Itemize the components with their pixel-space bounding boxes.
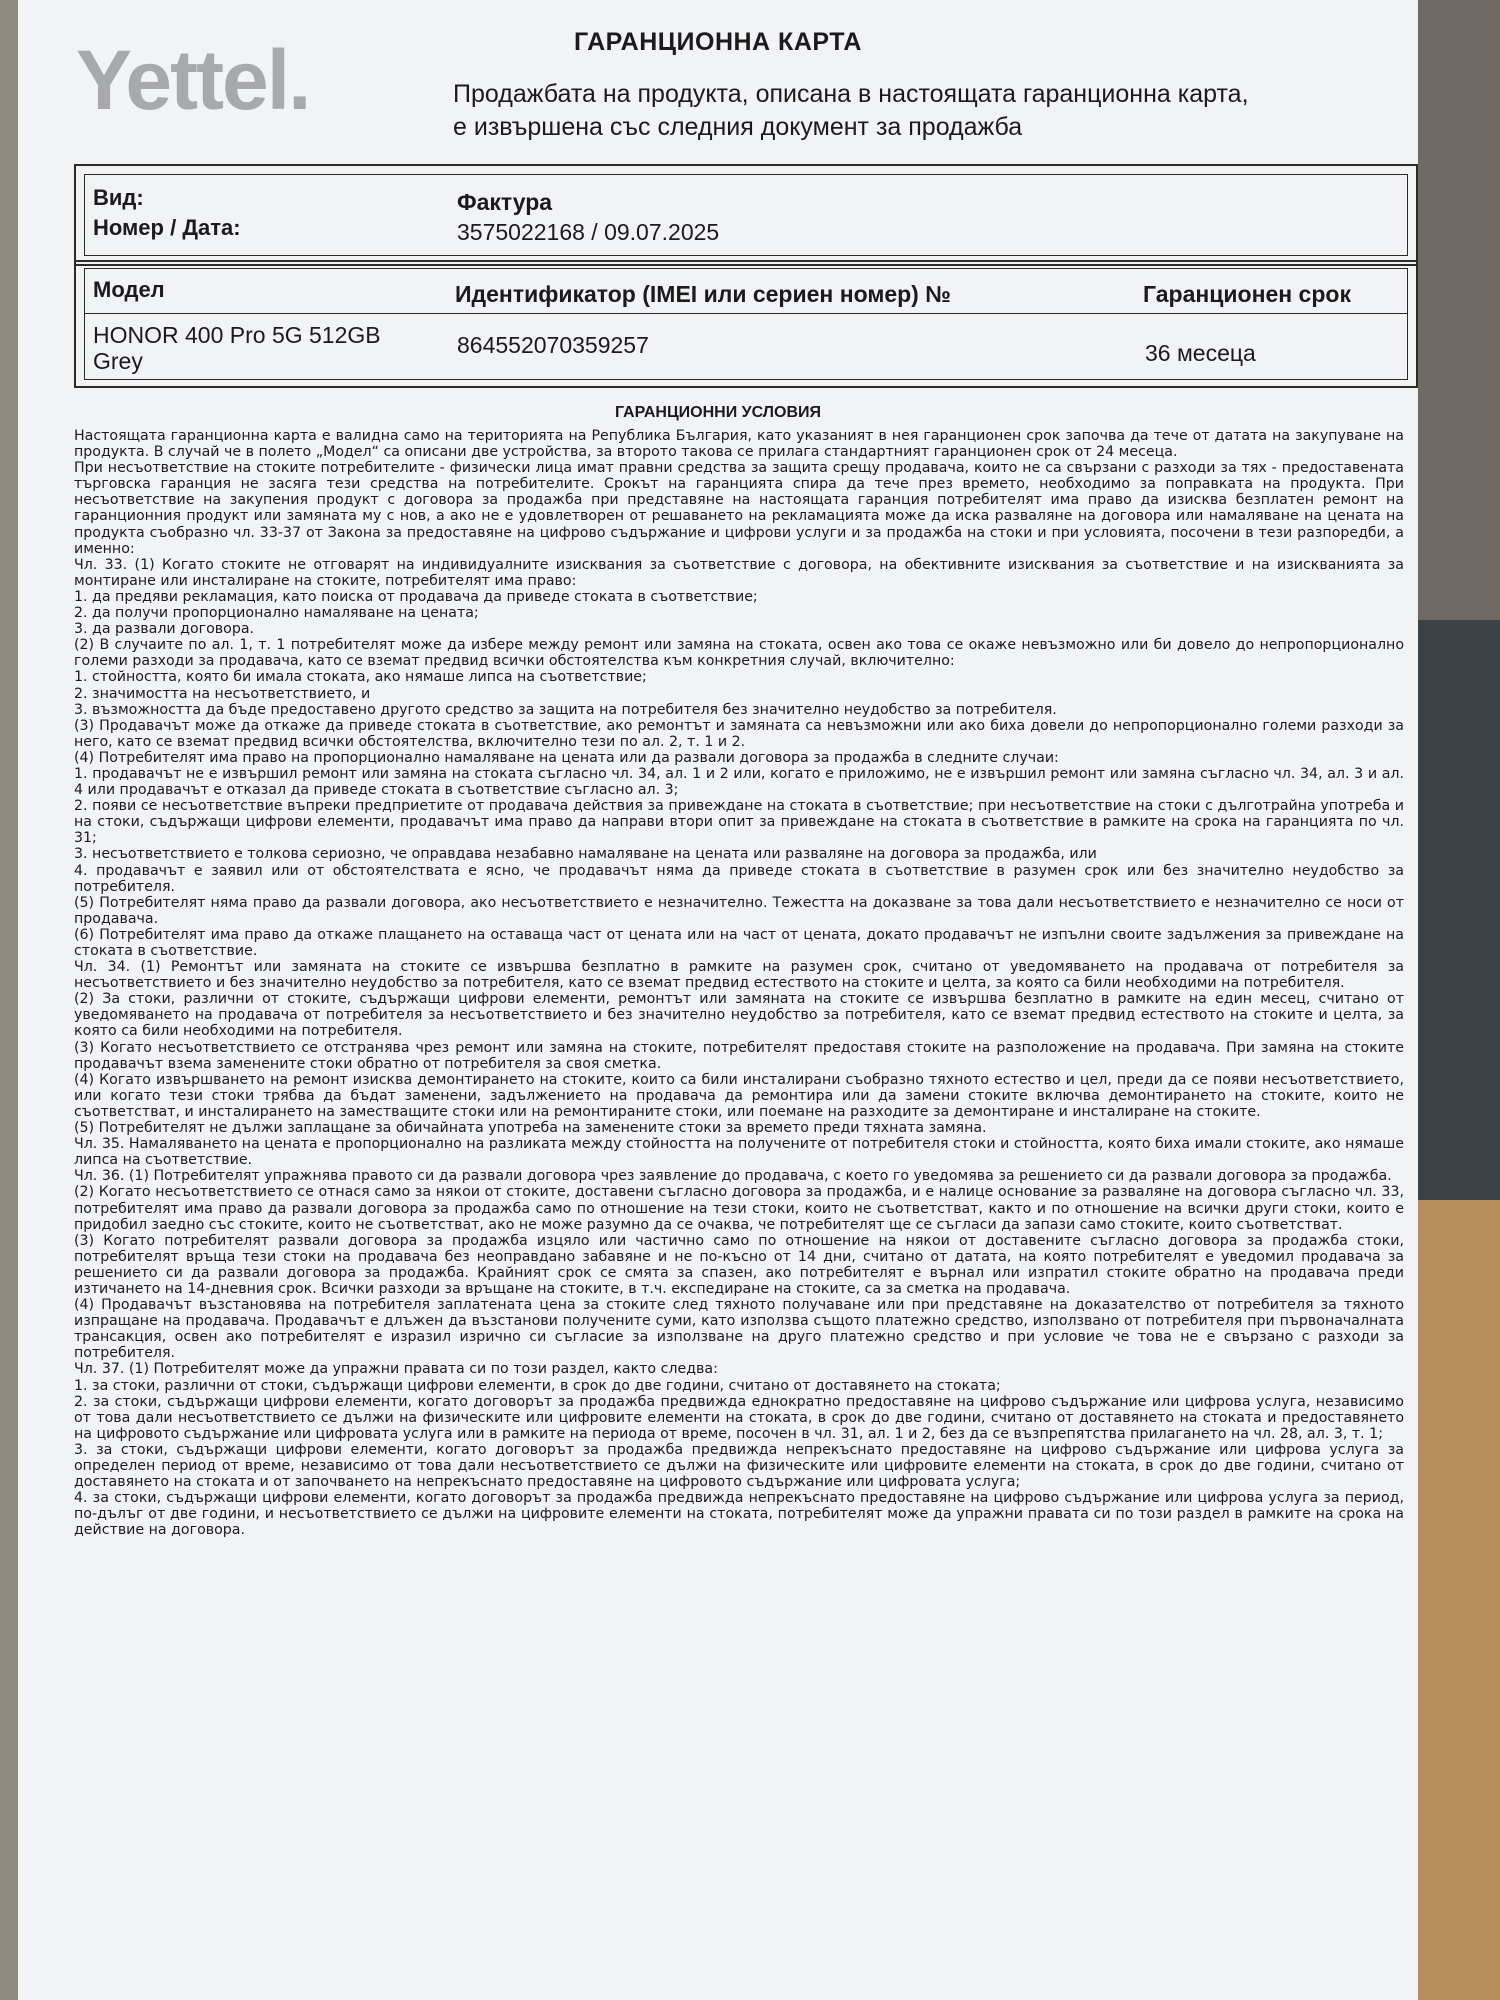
conditions-paragraph: (4) Продавачът възстановява на потребителя заплатената цена за стоките след тяхното получаване или при представяне на доказателство от потребителя за тяхното изпращане на продавача. Продавачът е длъжен да възстанови получените суми, като използва същото платежно средство, използвано от потребителя при първоначалната трансакция, освен ако потребителят е изразил изрично си съгласие за използване на друго платежно средство и при условие че това не е свързано с разходи за потребителя.	[74, 1297, 1404, 1362]
product-header-row	[84, 268, 1408, 314]
conditions-paragraph: 2. за стоки, съдържащи цифрови елементи, когато договорът за продажба предвижда еднократно предоставяне на цифрово съдържание или цифрова услуга, независимо от това дали несъответствието се дължи на физическите или цифровите елементи на стоката, в срок до две години, считано от доставянето на стоката и предоставянето на цифровото съдържание или цифровата услуга или в рамките на периода от време, посочен в чл. 31, ал. 1 и 2, без да се възпрепятства прилагането на чл. 28, ал. 3, т. 1;	[74, 1393, 1404, 1442]
subtitle-line-1: Продажбата на продукта, описана в настоящата гаранционна карта,	[453, 80, 1249, 108]
conditions-paragraph: 2. появи се несъответствие въпреки предприетите от продавача действия за привеждане на стоката в съответствие; при несъответствие на стоки с дълготрайна употреба и на стоки, съдържащи цифрови елементи, продавачът има право да направи втори опит за привеждане на стоката в съответствие в рамките на срока на гаранцията по чл. 31;	[74, 798, 1404, 847]
conditions-paragraph: 4. за стоки, съдържащи цифрови елементи, когато договорът за продажба предвижда непрекъснато предоставяне на цифрово съдържание или цифрова услуга за период, по-дълъг от две години, и несъответствието се дължи на цифровите елементи на стоката, потребителят може да упражни правата си по този раздел в рамките на срока на действие на договора.	[74, 1490, 1404, 1539]
identifier-value: 864552070359257	[457, 332, 649, 358]
conditions-paragraph: Настоящата гаранционна карта е валидна само на територията на Република България, като указаният в нея гаранционен срок започва да тече от датата на закупуване на продукта. В случай че в полето „Модел“ са описани две устройства, за второто такова се прилага стандартният гаранционен срок от 24 месеца.	[74, 428, 1404, 461]
document-title: ГАРАНЦИОННА КАРТА	[574, 28, 862, 56]
conditions-paragraph: (5) Потребителят не дължи заплащане за обичайната употреба на заменените стоки за времето преди тяхната замяна.	[74, 1120, 987, 1137]
sale-document-box	[74, 164, 1418, 266]
conditions-paragraph: (3) Когато потребителят развали договора за продажба изцяло или частично само по отношение на някои от доставените съгласно договора за продажба стоки, потребителят връща тези стоки на продавача без неоправдано забавяне и не по-късно от 14 дни, считано от датата, на която потребителят е уведомил продавача за решението си да развали договора за продажба. Крайният срок се смята за спазен, ако потребителят е върнал или изпратил стоките обратно на продавача преди изтичането на 14-дневния срок. Всички разходи за връщане на стоките, в т.ч. експедиране на стоките, са за сметка на продавача.	[74, 1232, 1404, 1297]
conditions-paragraph: 1. продавачът не е извършил ремонт или замяна на стоката съгласно чл. 34, ал. 1 и 2 или, когато е приложимо, не е извършил ремонт или замяна съгласно чл. 34, ал. 3 и ал. 4 или продавачът е отказал да приведе стоката в съответствие съгласно ал. 3;	[74, 765, 1404, 799]
wood-surface	[1410, 1200, 1500, 2000]
model-value-line-1: HONOR 400 Pro 5G 512GB	[93, 322, 381, 348]
type-label: Вид:	[93, 185, 144, 210]
conditions-paragraph: (4) Потребителят има право на пропорционално намаляване на цената или да развали договора за продажба в следните случаи:	[74, 749, 1059, 766]
conditions-paragraph: (2) В случаите по ал. 1, т. 1 потребителят може да избере между ремонт или замяна на стоката, освен ако това се окаже невъзможно или би довело до непропорционално големи разходи за продавача, като се вземат предвид всички обстоятелства към конкретния случай, включително:	[74, 637, 1404, 670]
laptop-edge	[1405, 620, 1500, 1220]
conditions-paragraph: 1. да предяви рекламация, като поиска от продавача да приведе стоката в съответствие;	[74, 588, 758, 605]
conditions-paragraph: 3. несъответствието е толкова сериозно, че оправдава незабавно намаляване на цената или разваляне на договора за продажба, или	[74, 846, 1097, 863]
conditions-paragraph: (6) Потребителят има право да откаже плащането на оставаща част от цената или на част от цената, докато продавачът не изпълни своите задължения за привеждане на стоката в съответствие.	[74, 926, 1404, 959]
identifier-header: Идентификатор (IMEI или сериен номер) №	[455, 281, 951, 307]
subtitle-line-2: е извършена със следния документ за продажба	[453, 113, 1023, 141]
conditions-paragraph: 3. възможността да бъде предоставено другото средство за защита на потребителя без значително неудобство за потребителя.	[74, 701, 1057, 718]
conditions-paragraph: Чл. 37. (1) Потребителят може да упражни правата си по този раздел, както следва:	[74, 1361, 718, 1378]
conditions-paragraph: 1. за стоки, различни от стоки, съдържащи цифрови елементи, в срок до две години, считано от доставянето на стоката;	[74, 1377, 1001, 1394]
conditions-title: ГАРАНЦИОННИ УСЛОВИЯ	[614, 404, 821, 421]
conditions-paragraph: 2. да получи пропорционално намаляване на цената;	[74, 605, 479, 622]
model-value-line-2: Grey	[93, 348, 143, 374]
yettel-logo: Yettel.	[76, 33, 310, 127]
conditions-paragraph: Чл. 33. (1) Когато стоките не отговарят на индивидуалните изисквания за съответствие с договора, на обективните изисквания за съответствие и на изискванията за монтиране или инсталиране на стоките, потребителят има право:	[74, 556, 1404, 589]
conditions-paragraph: Чл. 36. (1) Потребителят упражнява правото си да развали договора чрез заявление до продавача, с което го уведомява за решението си да развали договора за продажба.	[74, 1168, 1392, 1185]
model-header: Модел	[93, 277, 165, 302]
conditions-paragraph: (5) Потребителят няма право да развали договора, ако несъответствието е незначително. Тежестта на доказване за това дали несъответствието е незначително се носи от продавача.	[74, 894, 1404, 927]
number-date-label: Номер / Дата:	[93, 215, 241, 240]
conditions-paragraph: (4) Когато извършването на ремонт изисква демонтирането на стоките, които са били инсталирани съобразно тяхното естество и цел, преди да се появи несъответствието, или когато тези стоки трябва да бъдат заменени, задължението на продавача да ремонтира или да замени стоките включва демонтирането на стоките, които не съответстват, и инсталирането на заместващите стоки или на ремонтираните стоки, или поемане на разходите за демонтиране и инсталиране на стоките.	[74, 1071, 1404, 1120]
product-value-row	[84, 312, 1408, 380]
conditions-paragraph: (3) Когато несъответствието се отстранява чрез ремонт или замяна на стоките, потребителят предоставя стоките на разположение на продавача. При замяна на стоките продавачът взема заменените стоки обратно от потребителя за своя сметка.	[74, 1039, 1404, 1072]
warranty-header: Гаранционен срок	[1143, 281, 1351, 307]
conditions-paragraph: 4. продавачът е заявил или от обстоятелствата е ясно, че продавачът няма да приведе стоката в съответствие в разумен срок или без значително неудобство за потребителя.	[74, 862, 1404, 895]
conditions-paragraph: (3) Продавачът може да откаже да приведе стоката в съответствие, ако ремонтът и замяната са невъзможни или ако биха довели до непропорционално големи разходи за него, като се вземат предвид всички обстоятелства, включително тези по ал. 2, т. 1 и 2.	[74, 717, 1404, 750]
number-date-value: 3575022168 / 09.07.2025	[457, 219, 720, 245]
model-value	[93, 322, 381, 374]
conditions-paragraph: (2) Когато несъответствието се отнася само за някои от стоките, доставени съгласно договора за продажба, и е налице основание за разваляне на договора съгласно чл. 33, потребителят има право да развали договора за продажба само по отношение на тези стоки, които не съответстват, както и по отношение на всички други стоки, които е придобил заедно със стоките, които не съответстват, ако не може разумно да се очаква, че потребителят ще се съгласи да запази само стоките, които съответстват.	[74, 1184, 1404, 1233]
product-box	[74, 260, 1418, 388]
conditions-paragraph: 2. значимостта на несъответствието, и	[74, 685, 371, 702]
conditions-paragraph: (2) За стоки, различни от стоките, съдържащи цифрови елементи, ремонтът или замяната на стоките се извършва безплатно в рамките на един месец, считано от уведомяването на продавача от потребителя за несъответствието и без значително неудобство за потребителя, като се вземат предвид естеството на стоките и целта, за която са били необходими на потребителя.	[74, 991, 1404, 1040]
conditions-paragraph: Чл. 35. Намаляването на цената е пропорционално на разликата между стойността на получените от потребителя стоки и стойността, която биха имали стоките, ако нямаше липса на съответствие.	[74, 1136, 1404, 1169]
conditions-paragraph: Чл. 34. (1) Ремонтът или замяната на стоките се извършва безплатно в рамките на разумен срок, считано от уведомяването на продавача от потребителя за несъответствието и без значително неудобство за потребителя, като се вземат предвид естеството на стоките и целта, за която са били необходими на потребителя.	[74, 959, 1404, 992]
conditions-paragraph: 3. за стоки, съдържащи цифрови елементи, когато договорът за продажба предвижда непрекъснато предоставяне на цифрово съдържание или цифрова услуга за определен период от време, независимо от това дали несъответствието се дължи на физическите или цифровите елементи на стоката, в срок до две години, считано от доставянето на стоката и от започването на непрекъснато предоставяне на цифровото съдържание или цифровата услуга;	[74, 1441, 1404, 1491]
conditions-paragraph: При несъответствие на стоките потребителите - физически лица имат правни средства за защита срещу продавача, които не са свързани с разходи за тях - предоставената търговска гаранция не засяга тези средства на потребителите. Срокът на гаранцията спира да тече през времето, необходимо за поправката на продукта. При несъответствие на закупения продукт с договора за продажба при представяне на настоящата гаранция потребителят има право да изисква безплатен ремонт на гаранционния продукт или замяната му с нов, а ако не е удовлетворен от решаването на рекламацията може да иска разваляне на договора или намаляване на цената на продукта съобразно чл. 33-37 от Закона за предоставяне на цифрово съдържание и цифрови услуги и за продажба на стоки и при условията, посочени в тези разпоредби, а именно:	[74, 460, 1404, 557]
sale-document-inner-frame	[84, 174, 1408, 256]
document-subtitle	[453, 78, 1373, 144]
type-value: Фактура	[457, 189, 553, 215]
warranty-card-sheet	[18, 0, 1418, 2000]
conditions-paragraph: 3. да развали договора.	[74, 621, 255, 638]
conditions-body	[74, 428, 1404, 1538]
warranty-value: 36 месеца	[1145, 340, 1256, 366]
conditions-paragraph: 1. стойността, която би имала стоката, ако нямаше липса на съответствие;	[74, 669, 647, 686]
